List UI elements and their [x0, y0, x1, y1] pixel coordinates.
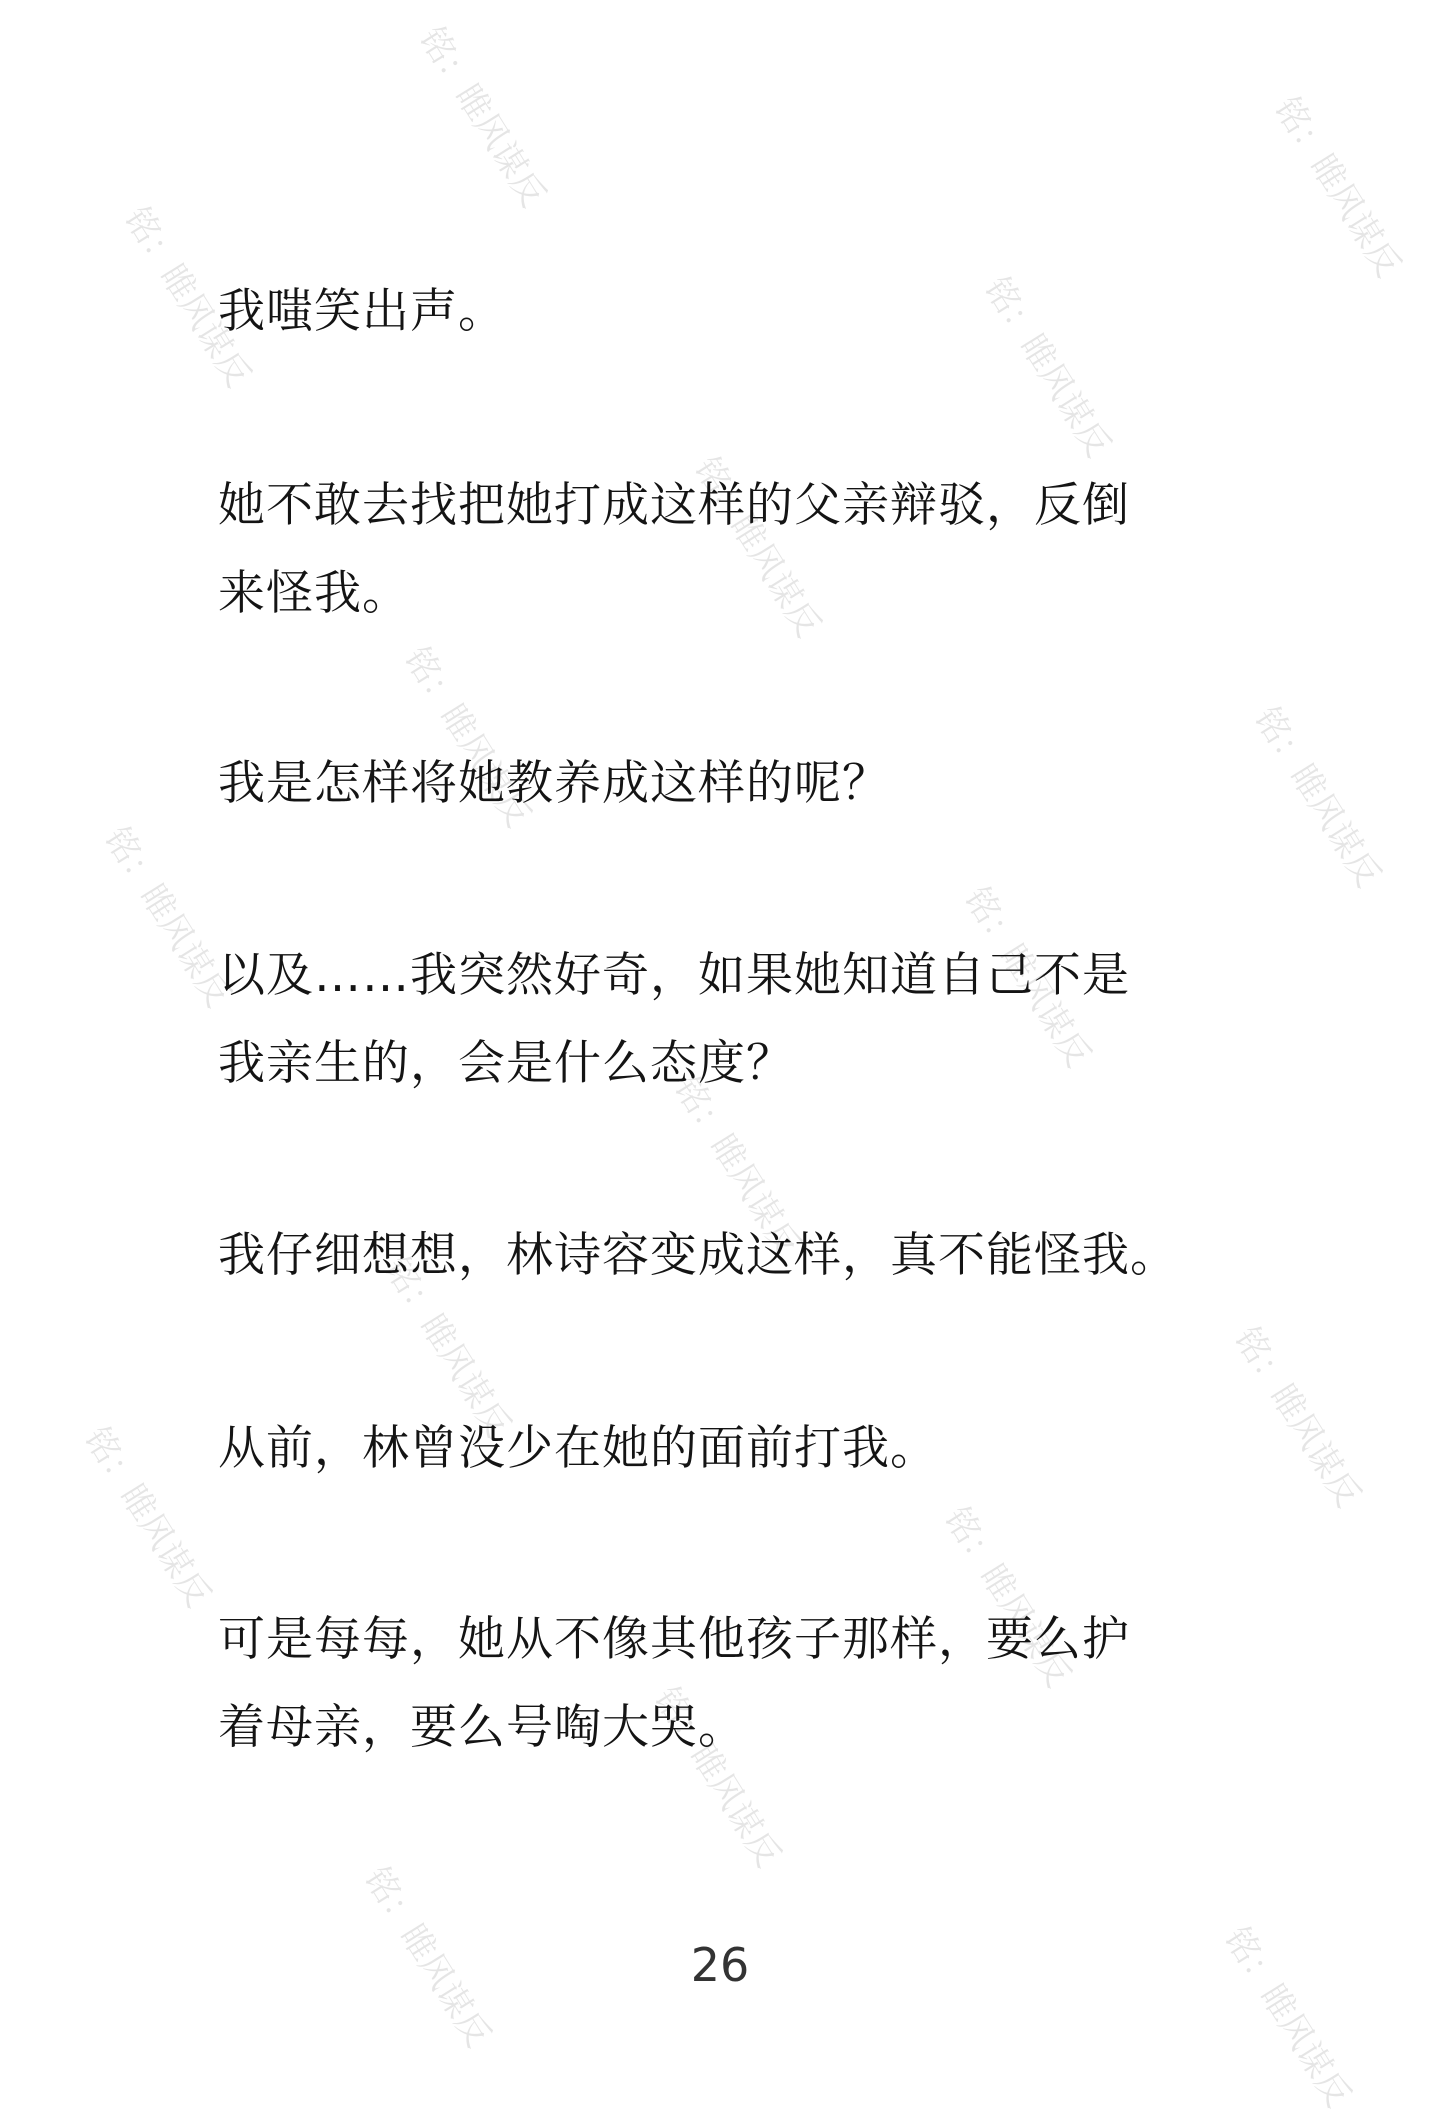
watermark: 铭：睢风谋反 [1246, 700, 1389, 895]
paragraph [218, 1596, 1258, 1772]
watermark: 铭：睢风谋反 [96, 820, 239, 1015]
text-line: 来怪我。 [218, 566, 410, 621]
watermark: 铭：睢风谋反 [976, 270, 1119, 465]
text-line: 她不敢去找把她打成这样的父亲辩驳，反倒 [218, 478, 1130, 533]
watermark: 铭：睢风谋反 [1266, 90, 1409, 285]
watermark: 铭：睢风谋反 [1226, 1320, 1369, 1515]
paragraph [218, 932, 1258, 1108]
watermark: 铭：睢风谋反 [666, 1070, 809, 1265]
text-line: 我亲生的，会是什么态度？ [218, 1036, 794, 1091]
text-line: 我嗤笑出声。 [218, 284, 506, 339]
text-line: 从前，林曾没少在她的面前打我。 [218, 1421, 938, 1476]
watermark: 铭：睢风谋反 [76, 1420, 219, 1615]
watermark: 铭：睢风谋反 [116, 200, 259, 395]
text-line: 我仔细想想，林诗容变成这样，真不能怪我。 [218, 1228, 1178, 1283]
text-line: 可是每每，她从不像其他孩子那样，要么护 [218, 1612, 1130, 1667]
watermark: 铭：睢风谋反 [956, 880, 1099, 1075]
watermark: 铭：睢风谋反 [396, 640, 539, 835]
page-number: 26 [690, 1938, 750, 1992]
watermark: 铭：睢风谋反 [1216, 1920, 1359, 2114]
watermark: 铭：睢风谋反 [646, 1680, 789, 1875]
text-line: 我是怎样将她教养成这样的呢？ [218, 756, 890, 811]
paragraph [218, 740, 1258, 828]
paragraph [218, 268, 1258, 356]
text-line: 以及……我突然好奇，如果她知道自己不是 [218, 948, 1130, 1003]
paragraph [218, 1405, 1258, 1493]
watermark: 铭：睢风谋反 [686, 450, 829, 645]
paragraph [218, 462, 1258, 638]
watermark: 铭：睢风谋反 [356, 1860, 499, 2055]
paragraph [218, 1212, 1258, 1300]
watermark: 铭：睢风谋反 [411, 20, 554, 215]
watermark: 铭：睢风谋反 [936, 1500, 1079, 1695]
watermark: 铭：睢风谋反 [376, 1250, 519, 1445]
text-line: 着母亲，要么号啕大哭。 [218, 1700, 746, 1755]
